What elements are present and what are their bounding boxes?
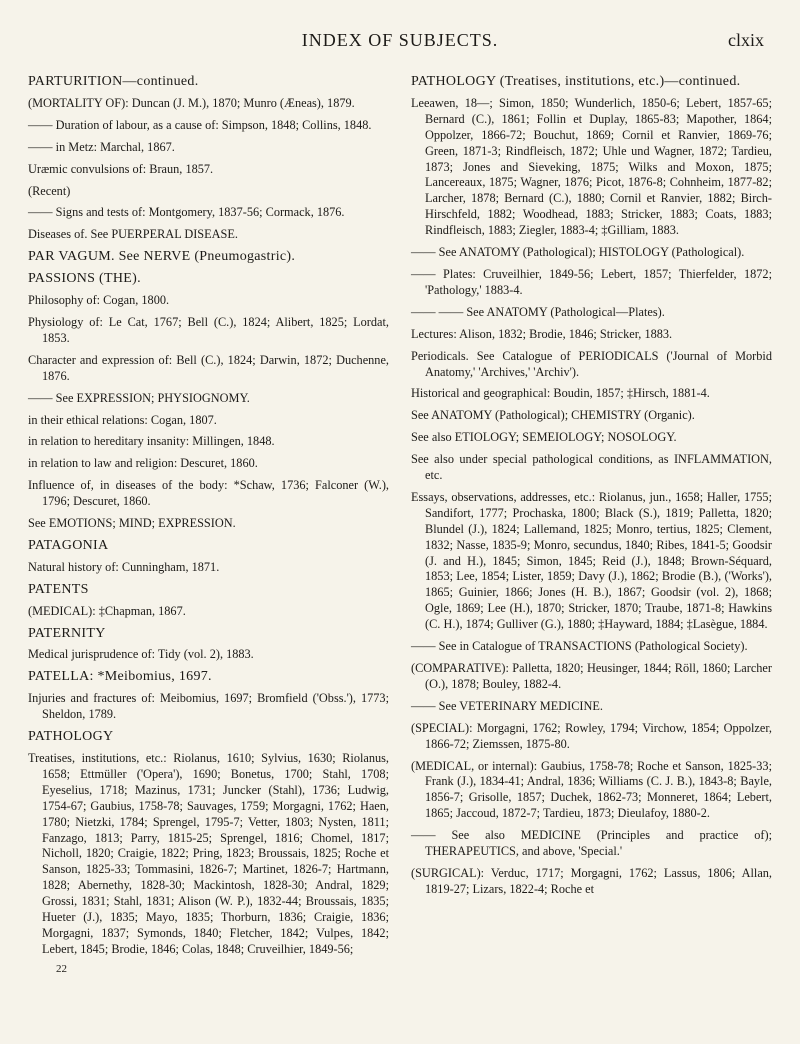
index-entry: Historical and geographical: Boudin, 1857; ‡Hirsch, 1881-4. (411, 386, 710, 401)
page-number: clxix (728, 30, 764, 50)
index-heading: PATHOLOGY (28, 729, 114, 745)
page-header (28, 24, 772, 54)
index-heading: PATHOLOGY (Treatises, institutions, etc.)—continued. (411, 74, 741, 89)
left-column (28, 74, 389, 984)
page-title: INDEX OF SUBJECTS. (301, 30, 499, 50)
index-entry: Physiology of: Le Cat, 1767; Bell (C.), 1824; Alibert, 1825; Lordat, 1853. (28, 314, 389, 345)
index-entry: in relation to hereditary insanity: Millingen, 1848. (28, 434, 275, 449)
index-heading: PATENTS (28, 581, 89, 597)
signature-mark: 22 (56, 962, 67, 975)
index-entry: —— See in Catalogue of TRANSACTIONS (Pathological Society). (411, 639, 748, 654)
index-entry: Lectures: Alison, 1832; Brodie, 1846; Stricker, 1883. (411, 326, 673, 341)
index-entry: —— in Metz: Marchal, 1867. (28, 139, 175, 154)
index-entry: (MEDICAL, or internal): Gaubius, 1758-78; Roche et Sanson, 1825-33; Frank (J.), 1834-41; Andral, 1836; Williams (C. J. B.), 1843-8; Bayle, 1856-7; Grisolle, 1857; Duchek, 1862-73; Monneret, 1864; Lebert, 1865; Jaccoud, 1872-7; Tardieu, 1873; Dieulafoy, 1880-2. (411, 758, 772, 821)
index-entry: Uræmic convulsions of: Braun, 1857. (28, 161, 214, 176)
index-entry: Periodicals. See Catalogue of PERIODICALS ('Journal of Morbid Anatomy,' 'Archives,' 'Archiv'). (411, 348, 772, 379)
index-entry: Medical jurisprudence of: Tidy (vol. 2), 1883. (28, 647, 254, 662)
index-entry: Treatises, institutions, etc.: Riolanus, 1610; Sylvius, 1630; Riolanus, 1658; Ettmüller ('Opera'), 1690; Bonetus, 1700; Stahl, 1708; Eyeselius, 1718; Mazinus, 1731; Juncker (Stahl), 1736; Ludwig, 1754-67; Gaubius, 1758-78; Sauvages, 1759; Morgagni, 1762; Haen, 1780; Nietzki, 1784; Sprengel, 1795-7; Vetter, 1803; Nysten, 1811; Fanzago, 1813; Parry, 1815-25; Sprengel, 1816; Chomel, 1817; Nicholl, 1820; Craigie, 1822; Pring, 1823; Broussais, 1825; Roche et Sanson, 1825-33; Tommasini, 1826-7; Martinet, 1826-7; Hartmann, 1828; Abernethy, 1828-30; Mackintosh, 1828-30; Andral, 1829; Grossi, 1831; Stahl, 1831; Alison (W. P.), 1832-44; Broussais, 1835; Hueter (J.), 1835; Mayo, 1835; Thorburn, 1836; Craigie, 1836; Morgagni, 1837; Symonds, 1840; Fletcher, 1842; Vulpes, 1842; Lebert, 1845; Brodie, 1846; Colas, 1848; Cruveilhier, 1849-56; (28, 751, 389, 956)
index-heading: PAR VAGUM. See NERVE (Pneumogastric). (28, 249, 296, 265)
index-entry: —— See ANATOMY (Pathological); HISTOLOGY (Pathological). (411, 245, 745, 260)
index-entry: See EMOTIONS; MIND; EXPRESSION. (28, 516, 236, 531)
index-heading: PATERNITY (28, 625, 106, 641)
index-entry: —— —— See ANATOMY (Pathological—Plates). (411, 304, 665, 319)
index-entry: Natural history of: Cunningham, 1871. (28, 559, 220, 574)
index-heading: PASSIONS (THE). (28, 271, 141, 287)
index-heading: PARTURITION—continued. (28, 74, 199, 89)
index-entry: —— See VETERINARY MEDICINE. (411, 698, 603, 713)
index-entry: Injuries and fractures of: Meibomius, 1697; Bromfield ('Obss.'), 1773; Sheldon, 1789. (28, 691, 389, 722)
index-entry: Essays, observations, addresses, etc.: Riolanus, jun., 1658; Haller, 1755; Sandifort, 1777; Prochaska, 1800; Black (S.), 1819; Palletta, 1820; Blundel (J.), 1824; Lallemand, 1825; Monro, tertius, 1825; Clement, 1832; Nasse, 1835-9; Monro, secundus, 1840; Ribes, 1841-5; Goodsir (J. and H.), 1845; Simon, 1845; Reid (J.), 1848; Brown-Séquard, 1853; Lee, 1854; Lister, 1859; Davy (J.), 1862; Brodie (B.), ('Works'), 1865; Guinier, 1866; Jones (H. B.), 1867; Goodsir (vol. 2), 1868; Ogle, 1869; Lee (H.), 1870; Stricker, 1870; Traube, 1871-8; Hawkins (C. H.), 1874; Gulliver (G.), 1880; ‡Hayward, 1884; ‡Lasègue, 1884. (411, 489, 772, 632)
index-entry: Diseases of. See PUERPERAL DISEASE. (28, 227, 238, 242)
index-entry: See also under special pathological conditions, as INFLAMMATION, etc. (411, 452, 772, 483)
index-entry: See also ETIOLOGY; SEMEIOLOGY; NOSOLOGY. (411, 430, 677, 445)
index-entry: (MEDICAL): ‡Chapman, 1867. (28, 603, 186, 618)
index-heading: PATELLA: *Meibomius, 1697. (28, 669, 212, 685)
index-entry: Leeawen, 18—; Simon, 1850; Wunderlich, 1850-6; Lebert, 1857-65; Bernard (C.), 1861; Follin et Duplay, 1865-83; Mapother, 1864; Oppolzer, 1866-72; Bouchut, 1869; Cornil et Ranvier, 1869-76; Green, 1871-3; Rindfleisch, 1872; Uhle und Wagner, 1872; Tardieu, 1873; Jones and Sieveking, 1875; Wilks and Moxon, 1875; Lancereaux, 1875; Wagner, 1876; Picot, 1876-8; Cohnheim, 1877-82; Larcher, 1878; Bernard (C.), 1880; Cornil et Ranvier, 1882; Birch-Hirschfeld, 1882; Woodhead, 1883; Stricker, 1883; Coats, 1883; Rindfleisch, 1883; Ziegler, 1883-4; ‡Gilliam, 1883. (411, 95, 772, 238)
index-entry: (COMPARATIVE): Palletta, 1820; Heusinger, 1844; Röll, 1860; Larcher (O.), 1878; Bouley, 1882-4. (411, 661, 772, 691)
right-column (411, 74, 772, 984)
index-entry: (SURGICAL): Verduc, 1717; Morgagni, 1762; Lassus, 1806; Allan, 1819-27; Lizars, 1822-4; Roche et (411, 865, 772, 896)
index-entry: —— Duration of labour, as a cause of: Simpson, 1848; Collins, 1848. (28, 117, 372, 132)
index-entry: in their ethical relations: Cogan, 1807. (28, 412, 217, 427)
index-entry: —— Plates: Cruveilhier, 1849-56; Lebert, 1857; Thierfelder, 1872; 'Pathology,' 1883-4. (411, 266, 772, 297)
index-entry: (SPECIAL): Morgagni, 1762; Rowley, 1794; Virchow, 1854; Oppolzer, 1866-72; Ziemssen, 1875-80. (411, 720, 772, 751)
index-entry: (MORTALITY OF): Duncan (J. M.), 1870; Munro (Æneas), 1879. (28, 95, 355, 110)
index-entry: Character and expression of: Bell (C.), 1824; Darwin, 1872; Duchenne, 1876. (28, 352, 389, 383)
index-entry: Philosophy of: Cogan, 1800. (28, 293, 170, 308)
index-columns (28, 74, 772, 984)
index-entry: —— Signs and tests of: Montgomery, 1837-56; Cormack, 1876. (28, 205, 345, 220)
index-entry: Influence of, in diseases of the body: *Schaw, 1736; Falconer (W.), 1796; Descuret, 1860. (28, 478, 389, 509)
index-entry: See ANATOMY (Pathological); CHEMISTRY (Organic). (411, 408, 695, 423)
index-entry: in relation to law and religion: Descuret, 1860. (28, 456, 258, 471)
index-entry: (Recent) (28, 183, 71, 198)
index-heading: PATAGONIA (28, 537, 109, 553)
index-entry: —— See also MEDICINE (Principles and practice of); THERAPEUTICS, and above, 'Special.' (411, 828, 772, 859)
index-entry: —— See EXPRESSION; PHYSIOGNOMY. (28, 390, 250, 405)
